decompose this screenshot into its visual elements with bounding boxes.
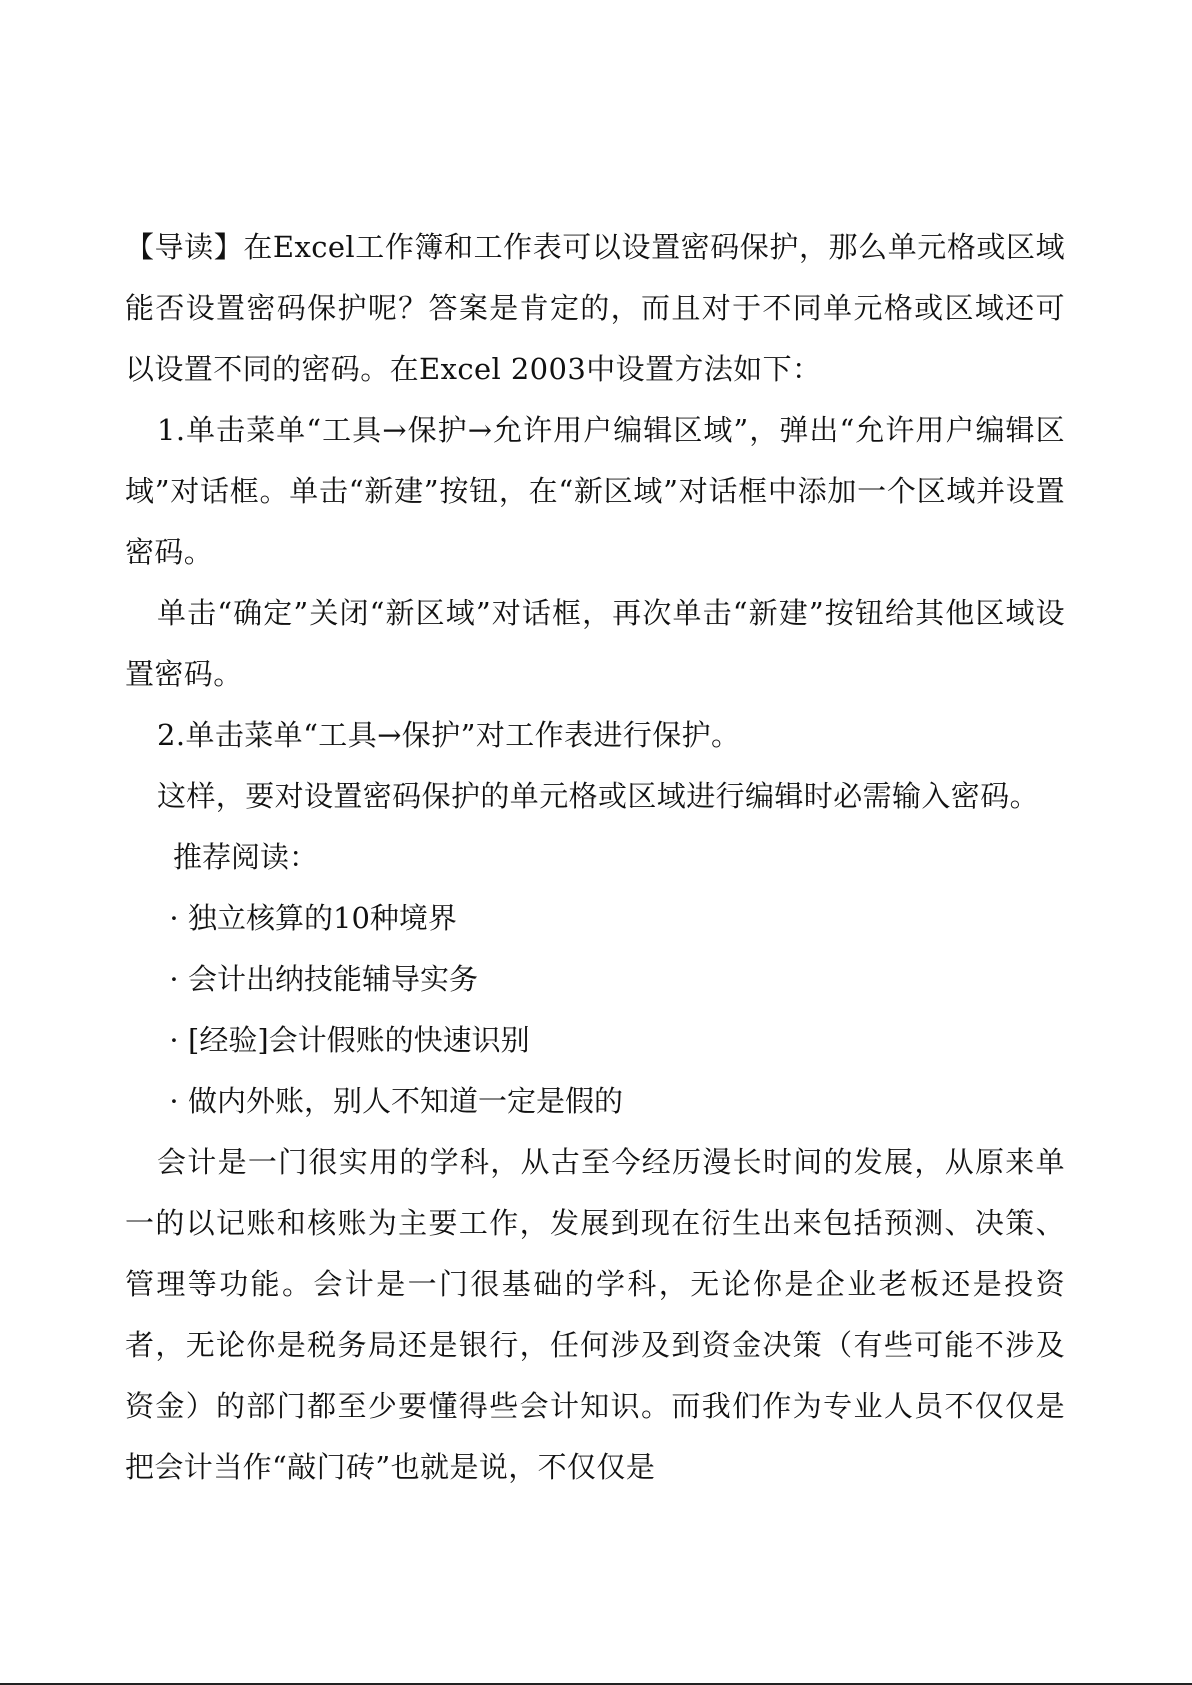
step-2-paragraph: 2.单击菜单“工具→保护”对工作表进行保护。 bbox=[157, 718, 741, 752]
recommend-link-2[interactable] bbox=[125, 949, 1065, 1010]
intro-paragraph: 【导读】在Excel工作簿和工作表可以设置密码保护，那么单元格或区域能否设置密码保护呢？答案是肯定的，而且对于不同单元格或区域还可以设置不同的密码。在Excel 2003中设置方法如下： bbox=[125, 230, 1065, 386]
bullet-icon: · bbox=[169, 962, 179, 996]
conclusion-paragraph: 这样，要对设置密码保护的单元格或区域进行编辑时必需输入密码。 bbox=[157, 779, 1040, 813]
step-1-followup-paragraph: 单击“确定”关闭“新区域”对话框，再次单击“新建”按钮给其他区域设置密码。 bbox=[125, 596, 1065, 691]
closing-paragraph: 会计是一门很实用的学科，从古至今经历漫长时间的发展，从原来单一的以记账和核账为主要工作，发展到现在衍生出来包括预测、决策、管理等功能。会计是一门很基础的学科，无论你是企业老板还是投资者，无论你是税务局还是银行，任何涉及到资金决策（有些可能不涉及资金）的部门都至少要懂得些会计知识。而我们作为专业人员不仅仅是把会计当作“敲门砖”也就是说，不仅仅是 bbox=[125, 1145, 1065, 1484]
bullet-icon: · bbox=[169, 1023, 179, 1057]
recommend-link-label: 做内外账，别人不知道一定是假的 bbox=[188, 1084, 624, 1118]
recommend-link-3[interactable] bbox=[125, 1010, 1065, 1071]
recommend-link-label: 独立核算的10种境界 bbox=[188, 901, 457, 935]
recommend-link-4[interactable] bbox=[125, 1071, 1065, 1132]
bullet-icon: · bbox=[169, 1084, 179, 1118]
bullet-icon: · bbox=[169, 901, 179, 935]
recommend-link-label: 会计出纳技能辅导实务 bbox=[188, 962, 479, 996]
article-body bbox=[125, 217, 1065, 1498]
recommend-reading-list bbox=[125, 888, 1065, 1132]
recommend-reading-title: 推荐阅读： bbox=[173, 840, 319, 874]
recommend-link-label: [经验]会计假账的快速识别 bbox=[188, 1023, 530, 1057]
recommend-link-1[interactable] bbox=[125, 888, 1065, 949]
step-1-paragraph: 1.单击菜单“工具→保护→允许用户编辑区域”，弹出“允许用户编辑区域”对话框。单击“新建”按钮，在“新区域”对话框中添加一个区域并设置密码。 bbox=[125, 413, 1065, 569]
